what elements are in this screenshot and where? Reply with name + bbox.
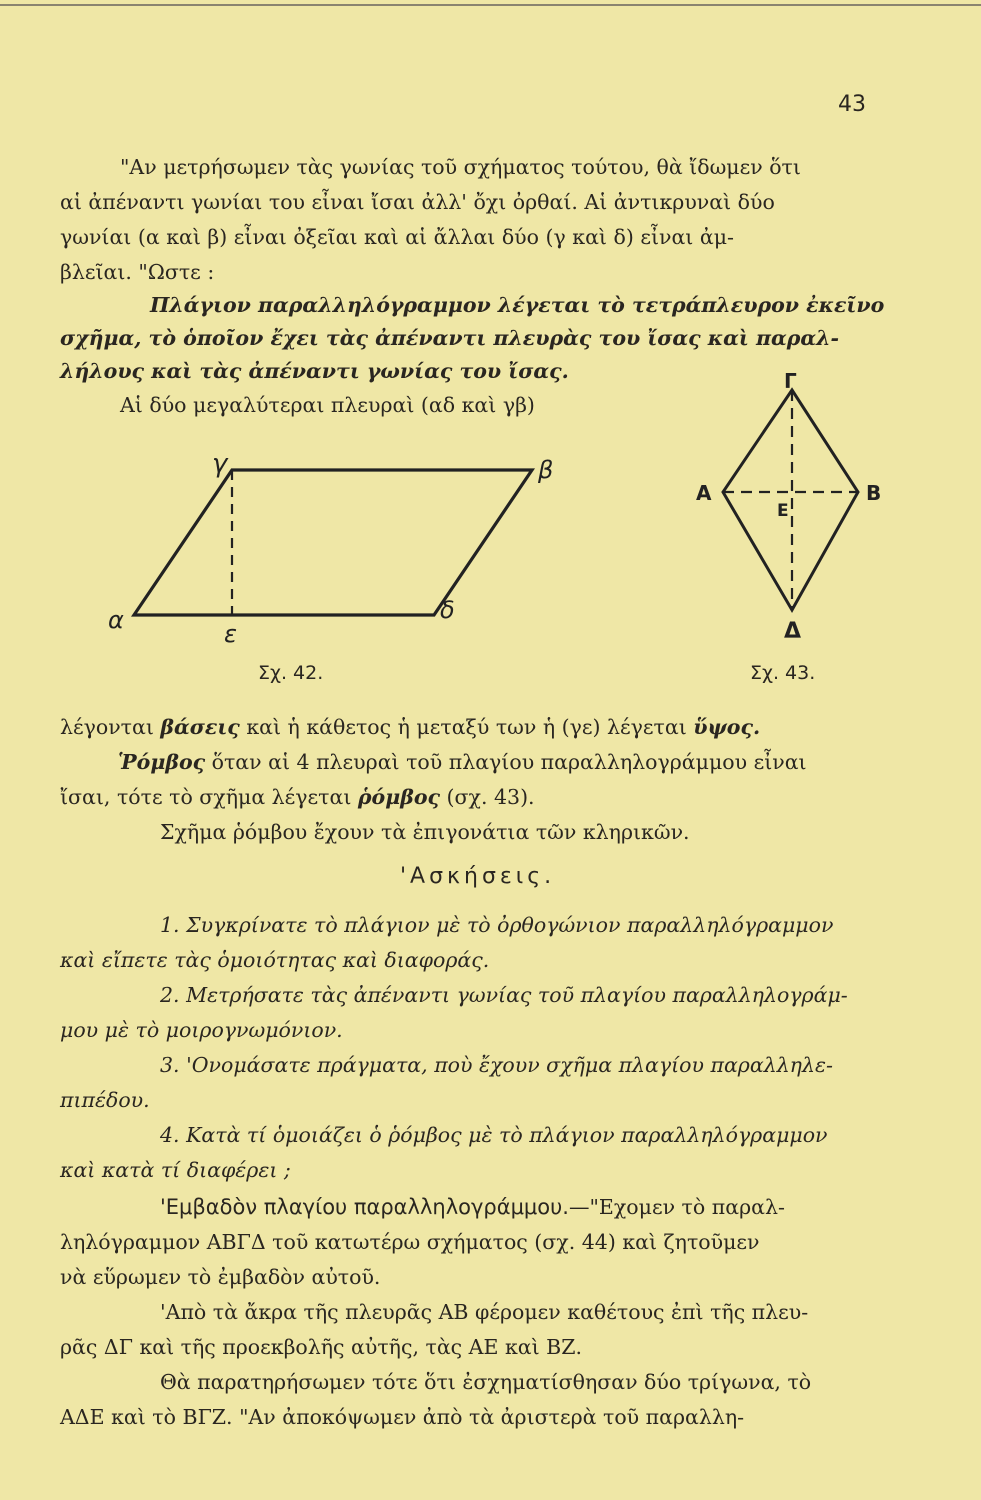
- term-rhombus-2: ῥόμβος: [357, 785, 441, 809]
- text-line: Αἱ δύο μεγαλύτεραι πλευραὶ (αδ καὶ γβ): [120, 393, 535, 417]
- text-span: καὶ ἡ κάθετος ἡ μεταξύ των ἡ (γε) λέγεται: [239, 715, 694, 739]
- label-alpha: α: [108, 606, 124, 634]
- text-span: λέγονται: [60, 715, 161, 739]
- label-center: Ε: [777, 501, 789, 521]
- text-line: [160, 1192, 785, 1222]
- label-gamma: γ: [212, 449, 228, 479]
- label-top: Γ: [784, 369, 797, 393]
- term-baseis: βάσεις: [160, 715, 240, 739]
- text-line: ληλόγραμμον ΑΒΓΔ τοῦ κατωτέρω σχήματος (σχ. 44) καὶ ζητοῦμεν: [60, 1230, 760, 1254]
- text-line: αἱ ἀπέναντι γωνίαι του εἶναι ἴσαι ἀλλ' ὄχι ὀρθαί. Αἱ ἀντικρυναὶ δύο: [60, 190, 775, 214]
- figure-43-caption: Σχ. 43.: [750, 662, 816, 684]
- text-line: βλεῖαι. "Ωστε :: [60, 260, 215, 284]
- exercises-heading: 'Ασκήσεις.: [400, 864, 556, 889]
- exercise-line: 4. Κατὰ τί ὁμοιάζει ὁ ῥόμβος μὲ τὸ πλάγιον παραλληλόγραμμον: [160, 1123, 828, 1147]
- label-beta: β: [538, 456, 554, 484]
- text-line: [60, 712, 760, 742]
- page-number: 43: [838, 92, 866, 117]
- text-line: 'Απὸ τὰ ἄκρα τῆς πλευρᾶς ΑΒ φέρομεν καθέτους ἐπὶ τῆς πλευ-: [160, 1300, 809, 1324]
- top-border-line: [0, 4, 981, 6]
- exercise-line: 1. Συγκρίνατε τὸ πλάγιον μὲ τὸ ὀρθογώνιον παραλληλόγραμμον: [160, 913, 834, 937]
- figure-42-parallelogram: [100, 450, 570, 650]
- text-line: Σχῆμα ῥόμβου ἔχουν τὰ ἐπιγονάτια τῶν κληρικῶν.: [160, 820, 690, 844]
- text-span: ἴσαι, τότε τὸ σχῆμα λέγεται: [60, 785, 358, 809]
- exercise-line: μου μὲ τὸ μοιρογνωμόνιον.: [60, 1018, 343, 1042]
- figure-42-caption: Σχ. 42.: [258, 662, 324, 684]
- figure-43-rhombus: [680, 370, 890, 645]
- label-right: Β: [866, 481, 882, 505]
- text-span: —"Εχομεν τὸ παραλ-: [568, 1195, 785, 1219]
- text-line: νὰ εὕρωμεν τὸ ἐμβαδὸν αὐτοῦ.: [60, 1265, 381, 1289]
- term-rhombus: Ῥόμβος: [118, 750, 206, 774]
- text-line: ΑΔΕ καὶ τὸ ΒΓΖ. "Αν ἀποκόψωμεν ἀπὸ τὰ ἀριστερὰ τοῦ παραλλη-: [60, 1405, 745, 1429]
- label-bottom: Δ: [784, 619, 802, 644]
- exercise-line: πιπέδου.: [60, 1088, 150, 1112]
- text-line: Θὰ παρατηρήσωμεν τότε ὅτι ἐσχηματίσθησαν δύο τρίγωνα, τὸ: [160, 1370, 812, 1394]
- exercise-line: 2. Μετρήσατε τὰς ἀπέναντι γωνίας τοῦ πλαγίου παραλληλογράμ-: [160, 983, 848, 1007]
- text-line: γωνίαι (α καὶ β) εἶναι ὀξεῖαι καὶ αἱ ἄλλαι δύο (γ καὶ δ) εἶναι ἀμ-: [60, 225, 734, 249]
- definition-line: σχῆμα, τὸ ὁποῖον ἔχει τὰς ἀπέναντι πλευρὰς του ἴσας καὶ παραλ-: [60, 326, 840, 350]
- label-left: Α: [696, 481, 712, 505]
- text-span: ὅταν αἱ 4 πλευραὶ τοῦ πλαγίου παραλληλογράμμου εἶναι: [205, 750, 807, 774]
- label-delta: δ: [440, 596, 455, 624]
- label-epsilon: ε: [224, 620, 237, 648]
- exercise-line: 3. 'Ονομάσατε πράγματα, ποὺ ἔχουν σχῆμα πλαγίου παραλληλε-: [160, 1053, 833, 1077]
- definition-line: Πλάγιον παραλληλόγραμμον λέγεται τὸ τετράπλευρον ἐκεῖνο: [150, 293, 885, 317]
- parallelogram-outline: [134, 470, 532, 615]
- exercise-line: καὶ εἴπετε τὰς ὁμοιότητας καὶ διαφοράς.: [60, 948, 490, 972]
- text-line: "Αν μετρήσωμεν τὰς γωνίας τοῦ σχήματος τούτου, θὰ ἴδωμεν ὅτι: [120, 155, 801, 179]
- definition-line: λήλους καὶ τὰς ἀπέναντι γωνίας του ἴσας.: [60, 359, 569, 383]
- text-line: [60, 782, 535, 812]
- text-line: [118, 747, 807, 777]
- rhombus-outline: [723, 390, 858, 610]
- text-line: ρᾶς ΔΓ καὶ τῆς προεκβολῆς αὐτῆς, τὰς ΑΕ καὶ ΒΖ.: [60, 1335, 582, 1359]
- term-ypsos: ὕψος.: [693, 715, 761, 739]
- text-span: (σχ. 43).: [440, 785, 535, 809]
- area-heading: 'Εμβαδὸν πλαγίου παραλληλογράμμου.: [160, 1195, 569, 1219]
- exercise-line: καὶ κατὰ τί διαφέρει ;: [60, 1158, 291, 1182]
